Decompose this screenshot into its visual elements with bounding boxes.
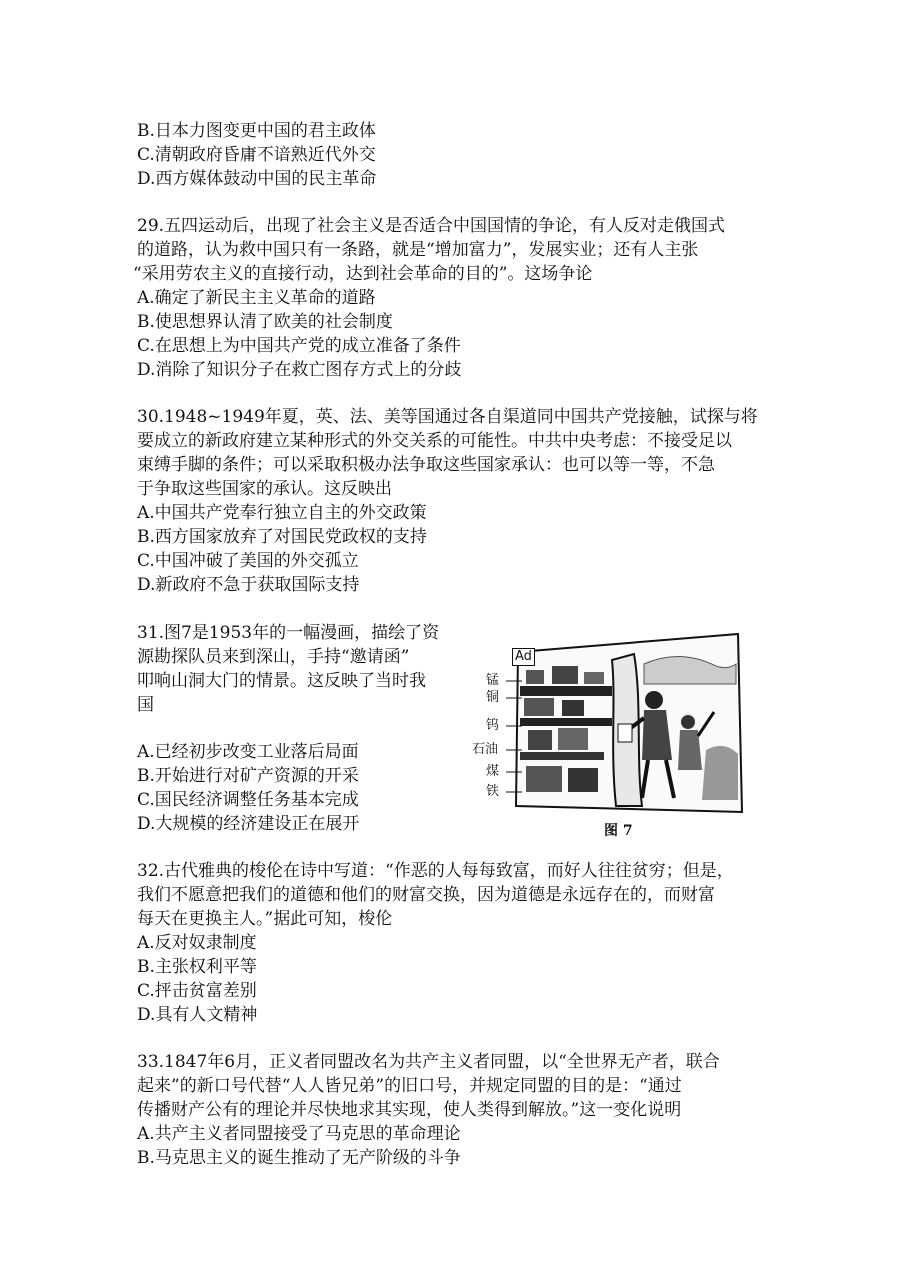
mineral-label: 铁 bbox=[486, 784, 500, 799]
figure-caption: 图 7 bbox=[604, 823, 633, 839]
q31-stem-line: 国 bbox=[137, 695, 154, 715]
q29-option-b: B.使思想界认清了欧美的社会制度 bbox=[137, 312, 393, 332]
q31-option-d: D.大规模的经济建设正在展开 bbox=[137, 814, 360, 834]
q29-option-a: A.确定了新民主主义革命的道路 bbox=[137, 288, 376, 308]
q30-option-d: D.新政府不急于获取国际支持 bbox=[137, 575, 360, 595]
q30-option-a: A.中国共产党奉行独立自主的外交政策 bbox=[137, 503, 427, 523]
q32-option-c: C.抨击贫富差别 bbox=[137, 981, 257, 1001]
q31-stem-line: 叩响山洞大门的情景。这反映了当时我 bbox=[137, 671, 426, 691]
q32-stem-line: 32.古代雅典的梭伦在诗中写道：“作恶的人每每致富，而好人往往贫穷；但是， bbox=[137, 861, 734, 881]
q28-option-c: C.清朝政府昏庸不谙熟近代外交 bbox=[137, 145, 376, 165]
q28-option-b: B.日本力图变更中国的君主政体 bbox=[137, 121, 376, 141]
q31-option-c: C.国民经济调整任务基本完成 bbox=[137, 790, 359, 810]
cartoon-illustration bbox=[466, 630, 754, 816]
sign-label: Ad bbox=[512, 648, 535, 666]
q33-stem-line: 33.1847年6月，正义者同盟改名为共产主义者同盟，以“全世界无产者，联合 bbox=[137, 1052, 720, 1072]
q31-stem-line: 源勘探队员来到深山，手持“邀请函” bbox=[137, 647, 410, 667]
q33-option-a: A.共产主义者同盟接受了马克思的革命理论 bbox=[137, 1124, 461, 1144]
q28-option-d: D.西方媒体鼓动中国的民主革命 bbox=[137, 169, 377, 189]
mineral-label: 铜 bbox=[486, 690, 500, 705]
q31-option-a: A.已经初步改变工业落后局面 bbox=[137, 742, 359, 762]
q32-option-b: B.主张权利平等 bbox=[137, 957, 257, 977]
q30-option-c: C.中国冲破了美国的外交孤立 bbox=[137, 551, 359, 571]
q29-option-c: C.在思想上为中国共产党的成立准备了条件 bbox=[137, 336, 461, 356]
q32-option-d: D.具有人文精神 bbox=[137, 1005, 258, 1025]
q29-stem-line: “采用劳农主义的直接行动，达到社会革命的目的”。这场争论 bbox=[133, 264, 593, 284]
q29-stem-line: 的道路，认为救中国只有一条路，就是“增加富力”，发展实业；还有人主张 bbox=[137, 240, 699, 260]
q33-stem-line: 传播财产公有的理论并尽快地求其实现，使人类得到解放。”这一变化说明 bbox=[137, 1100, 682, 1120]
q30-stem-line: 于争取这些国家的承认。这反映出 bbox=[137, 479, 392, 499]
cartoon-figure-7 bbox=[466, 630, 754, 840]
q32-stem-line: 每天在更换主人。”据此可知，梭伦 bbox=[137, 909, 393, 929]
q32-option-a: A.反对奴隶制度 bbox=[137, 933, 257, 953]
q33-stem-line: 起来”的新口号代替“人人皆兄弟”的旧口号，并规定同盟的目的是：“通过 bbox=[137, 1076, 682, 1096]
q32-stem-line: 我们不愿意把我们的道德和他们的财富交换，因为道德是永远存在的，而财富 bbox=[137, 885, 715, 905]
mineral-label: 锰 bbox=[486, 673, 500, 688]
q33-option-b: B.马克思主义的诞生推动了无产阶级的斗争 bbox=[137, 1148, 461, 1168]
q29-stem-line: 29.五四运动后，出现了社会主义是否适合中国国情的争论，有人反对走俄国式 bbox=[137, 216, 726, 236]
q30-option-b: B.西方国家放弃了对国民党政权的支持 bbox=[137, 527, 427, 547]
q31-option-b: B.开始进行对矿产资源的开采 bbox=[137, 766, 359, 786]
mineral-label: 煤 bbox=[486, 764, 500, 779]
mineral-label: 石油 bbox=[472, 742, 499, 757]
q30-stem-line: 要成立的新政府建立某种形式的外交关系的可能性。中共中央考虑：不接受足以 bbox=[137, 431, 732, 451]
q29-option-d: D.消除了知识分子在救亡图存方式上的分歧 bbox=[137, 360, 462, 380]
mineral-label: 钨 bbox=[486, 718, 500, 733]
q30-stem-line: 30.1948~1949年夏，英、法、美等国通过各自渠道同中国共产党接触，试探与将 bbox=[137, 407, 758, 427]
q30-stem-line: 束缚手脚的条件；可以采取积极办法争取这些国家承认：也可以等一等，不急 bbox=[137, 455, 715, 475]
q31-stem-line: 31.图7是1953年的一幅漫画，描绘了资 bbox=[137, 623, 440, 643]
